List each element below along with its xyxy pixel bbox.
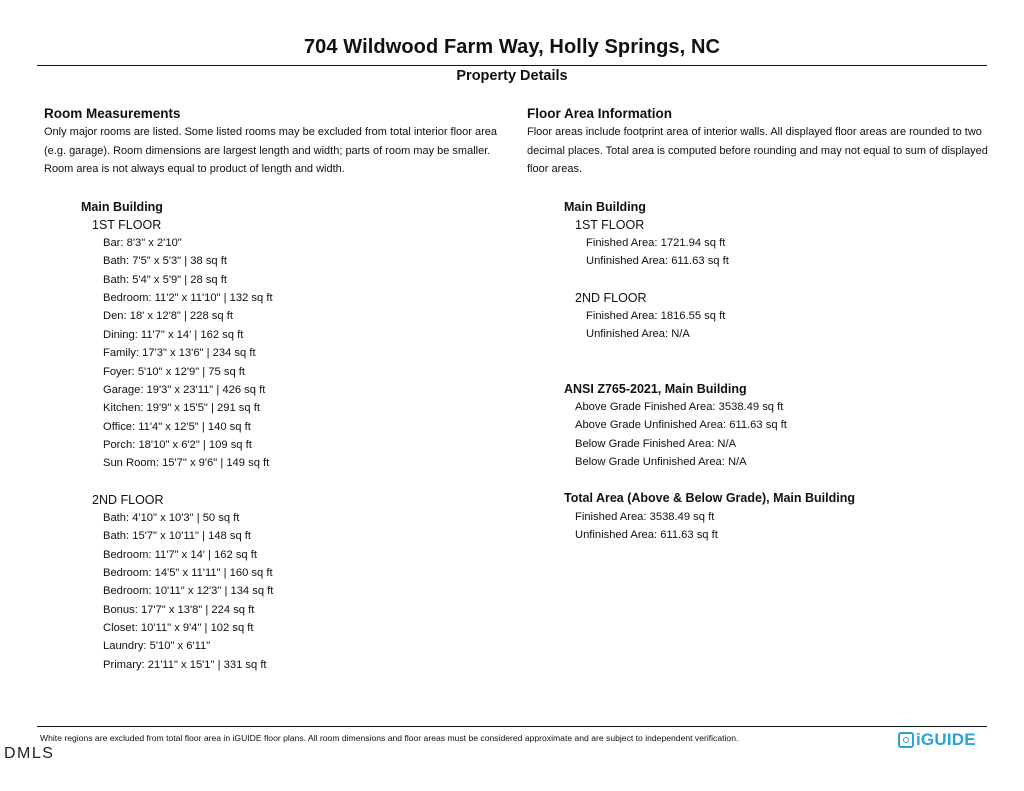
ansi-line: Above Grade Unfinished Area: 611.63 sq ft <box>575 419 787 432</box>
room-item: Primary: 21'11" x 15'1" | 331 sq ft <box>103 658 267 671</box>
room-item: Sun Room: 15'7" x 9'6" | 149 sq ft <box>103 457 270 470</box>
room-list-floor-2 <box>44 509 506 674</box>
room-measurements-section <box>44 105 506 674</box>
room-item: Office: 11'4" x 12'5" | 140 sq ft <box>103 420 251 433</box>
logo-text: iGUIDE <box>916 730 976 749</box>
ansi-heading: ANSI Z765-2021, Main Building <box>564 381 747 396</box>
room-item: Bath: 7'5" x 5'3" | 38 sq ft <box>103 255 227 268</box>
room-item: Bath: 5'4" x 5'9" | 28 sq ft <box>103 273 227 286</box>
ansi-line: Above Grade Finished Area: 3538.49 sq ft <box>575 401 784 414</box>
room-measurements-note: Only major rooms are listed. Some listed rooms may be excluded from total interior floor area (e.g. garage). Room dimensions are largest length and width; parts of room may be smaller. Room area is not always equal to product of length and width. <box>44 126 498 175</box>
total-area-line: Finished Area: 3538.49 sq ft <box>575 510 715 523</box>
room-item: Bath: 4'10" x 10'3" | 50 sq ft <box>103 511 240 524</box>
area-building-heading: Main Building <box>564 199 646 214</box>
area-unfinished-value: Unfinished Area: N/A <box>586 328 690 341</box>
floor-area-note: Floor areas include footprint area of interior walls. All displayed floor areas are rounded to two decimal places. Total area is computed before rounding and may not equal to sum of displayed floor areas. <box>527 126 988 175</box>
total-area-heading: Total Area (Above & Below Grade), Main Building <box>564 491 855 506</box>
page-subtitle: Property Details <box>456 68 568 84</box>
total-area-line: Unfinished Area: 611.63 sq ft <box>575 529 718 542</box>
room-item: Bedroom: 11'2" x 11'10" | 132 sq ft <box>103 292 273 305</box>
room-item: Bedroom: 14'5" x 11'11" | 160 sq ft <box>103 566 273 579</box>
room-item: Kitchen: 19'9" x 15'5" | 291 sq ft <box>103 402 260 415</box>
room-item: Porch: 18'10" x 6'2" | 109 sq ft <box>103 438 252 451</box>
room-measurements-heading: Room Measurements <box>44 106 181 121</box>
footer-rule <box>37 726 987 727</box>
room-item: Dining: 11'7" x 14' | 162 sq ft <box>103 328 244 341</box>
footer-disclaimer: White regions are excluded from total floor area in iGUIDE floor plans. All room dimensions and floor areas must be considered approximate and are subject to independent verification. <box>40 733 739 743</box>
page-title: 704 Wildwood Farm Way, Holly Springs, NC <box>303 36 721 58</box>
room-item: Bedroom: 11'7" x 14' | 162 sq ft <box>103 548 257 561</box>
room-item: Family: 17'3" x 13'6" | 234 sq ft <box>103 347 256 360</box>
room-list-floor-1 <box>44 234 506 472</box>
iguide-logo <box>898 730 976 750</box>
room-item: Closet: 10'11" x 9'4" | 102 sq ft <box>103 621 254 634</box>
ansi-line: Below Grade Finished Area: N/A <box>575 437 737 450</box>
ansi-line: Below Grade Unfinished Area: N/A <box>575 456 747 469</box>
room-item: Laundry: 5'10" x 6'11" <box>103 640 211 653</box>
room-item: Foyer: 5'10" x 12'9" | 75 sq ft <box>103 365 245 378</box>
room-item: Garage: 19'3" x 23'11" | 426 sq ft <box>103 383 266 396</box>
header-rule <box>37 65 987 66</box>
room-item: Bath: 15'7" x 10'11" | 148 sq ft <box>103 530 252 543</box>
room-floor-1-heading: 1ST FLOOR <box>92 217 162 232</box>
room-item: Bonus: 17'7" x 13'8" | 224 sq ft <box>103 603 255 616</box>
area-floor-2-heading: 2ND FLOOR <box>575 290 647 305</box>
room-building-heading: Main Building <box>81 199 163 214</box>
iguide-camera-icon <box>898 732 914 748</box>
room-item: Den: 18' x 12'8" | 228 sq ft <box>103 310 233 323</box>
room-floor-2-heading: 2ND FLOOR <box>92 492 164 507</box>
area-floor-1-heading: 1ST FLOOR <box>575 217 645 232</box>
floor-area-section <box>527 105 997 544</box>
room-item: Bedroom: 10'11" x 12'3" | 134 sq ft <box>103 585 274 598</box>
area-finished-value: Finished Area: 1816.55 sq ft <box>586 310 726 323</box>
room-item: Bar: 8'3" x 2'10" <box>103 237 182 250</box>
mls-watermark: DMLS <box>4 745 55 762</box>
area-unfinished-value: Unfinished Area: 611.63 sq ft <box>586 255 729 268</box>
floor-area-heading: Floor Area Information <box>527 106 673 121</box>
area-finished-value: Finished Area: 1721.94 sq ft <box>586 237 726 250</box>
